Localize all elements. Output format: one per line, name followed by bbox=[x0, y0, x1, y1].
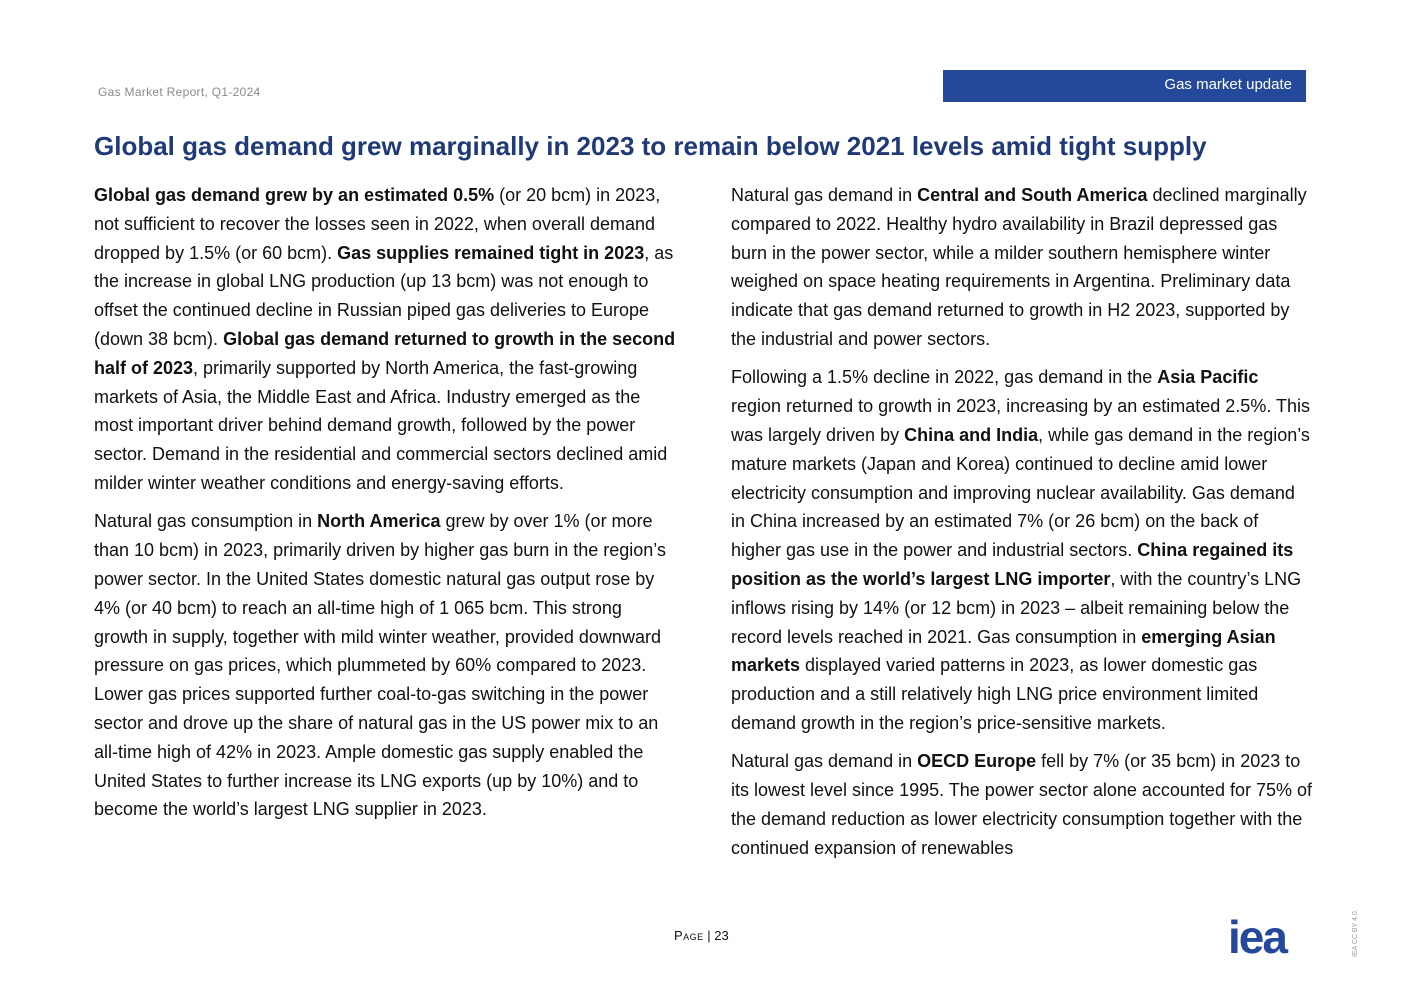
section-tab: Gas market update bbox=[943, 70, 1306, 102]
text-run: , primarily supported by North America, the fast-growing markets of Asia, the Middle East and Africa. Industry emerged as the most important driver behind demand growth, followed by the power sector. Demand in the residential and commercial sectors declined amid milder winter weather conditions and energy-saving efforts. bbox=[94, 357, 668, 493]
paragraph-global-demand bbox=[94, 181, 676, 498]
text-run: (or 20 bcm) in 2023, not sufficient to recover the losses seen in 2022, when overall demand dropped by 1.5% (or 60 bcm). bbox=[94, 185, 661, 263]
paragraph-asia-pacific bbox=[731, 363, 1313, 737]
text-run: , with the country’s LNG inflows rising by 14% (or 12 bcm) in 2023 – albeit remaining below the record levels reached in 2021. Gas consumption in bbox=[731, 568, 1302, 647]
page-separator: | bbox=[703, 928, 715, 943]
paragraph-north-america bbox=[94, 507, 676, 824]
text-run: Natural gas demand in bbox=[731, 185, 918, 205]
bold-run: OECD Europe bbox=[917, 751, 1037, 772]
paragraph-central-south-america bbox=[731, 181, 1313, 354]
bold-run: emerging Asian markets bbox=[731, 626, 1276, 676]
bold-run: Asia Pacific bbox=[1157, 367, 1259, 388]
right-column bbox=[731, 181, 1313, 872]
text-run: grew by over 1% (or more than 10 bcm) in 2023, primarily driven by higher gas burn in the region’s power sector. In the United States domestic natural gas output rose by 4% (or 40 bcm) to reach an all-time high of 1 065 bcm. This strong growth in supply, together with mild winter weather, provided downward pressure on gas prices, which plummeted by 60% compared to 2023. Lower gas prices supported further coal-to-gas switching in the power sector and drove up the share of natural gas in the US power mix to an all-time high of 42% in 2023. Ample domestic gas supply enabled the United States to further increase its LNG exports (up by 10%) and to become the world’s largest LNG supplier in 2023. bbox=[94, 511, 666, 820]
bold-run: Central and South America bbox=[917, 185, 1148, 205]
bold-run: Gas supplies remained tight in 2023 bbox=[337, 242, 645, 263]
text-run: , as the increase in global LNG production (up 13 bcm) was not enough to offset the continued decline in Russian piped gas deliveries to Europe (down 38 bcm). bbox=[94, 242, 674, 349]
bold-run: China and India bbox=[904, 424, 1039, 445]
report-label: Gas Market Report, Q1-2024 bbox=[98, 85, 261, 99]
text-run: Natural gas consumption in bbox=[94, 511, 318, 532]
bold-run: Global gas demand grew by an estimated 0.5% bbox=[94, 185, 495, 205]
text-run: fell by 7% (or 35 bcm) in 2023 to its lowest level since 1995. The power sector alone accounted for 75% of the demand reduction as lower electricity consumption together with the continued expansion of renewables bbox=[731, 751, 1313, 858]
bold-run: China regained its position as the world’s largest LNG importer bbox=[731, 540, 1294, 589]
text-run: Natural gas demand in bbox=[731, 751, 918, 772]
iea-logo: iea bbox=[1228, 911, 1286, 963]
text-run: displayed varied patterns in 2023, as lower domestic gas production and a still relatively high LNG price environment limited demand growth in the region’s price-sensitive markets. bbox=[731, 655, 1259, 733]
left-column bbox=[94, 181, 676, 834]
page-title: Global gas demand grew marginally in 2023 to remain below 2021 levels amid tight supply bbox=[94, 131, 1207, 161]
paragraph-oecd-europe bbox=[731, 747, 1313, 862]
text-run: region returned to growth in 2023, increasing by an estimated 2.5%. This was largely driven by bbox=[731, 396, 1311, 445]
page-number-value: 23 bbox=[714, 928, 729, 943]
text-run: declined marginally compared to 2022. Healthy hydro availability in Brazil depressed gas burn in the power sector, while a milder southern hemisphere winter weighed on space heating requirements in Argentina. Preliminary data indicate that gas demand returned to growth in H2 2023, supported by the industrial and power sectors. bbox=[731, 185, 1307, 349]
page-label: Page bbox=[674, 928, 704, 943]
text-run: Following a 1.5% decline in 2022, gas demand in the bbox=[731, 367, 1158, 388]
page-number bbox=[674, 928, 729, 943]
license-note: IEA CC BY 4.0. bbox=[1352, 909, 1359, 957]
text-run: , while gas demand in the region’s mature markets (Japan and Korea) continued to decline amid lower electricity consumption and improving nuclear availability. Gas demand in China increased by an estimated 7% (or 26 bcm) on the back of higher gas use in the power and industrial sectors. bbox=[731, 424, 1310, 561]
bold-run: Global gas demand returned to growth in the second half of 2023 bbox=[94, 328, 676, 378]
bold-run: North America bbox=[317, 511, 441, 532]
